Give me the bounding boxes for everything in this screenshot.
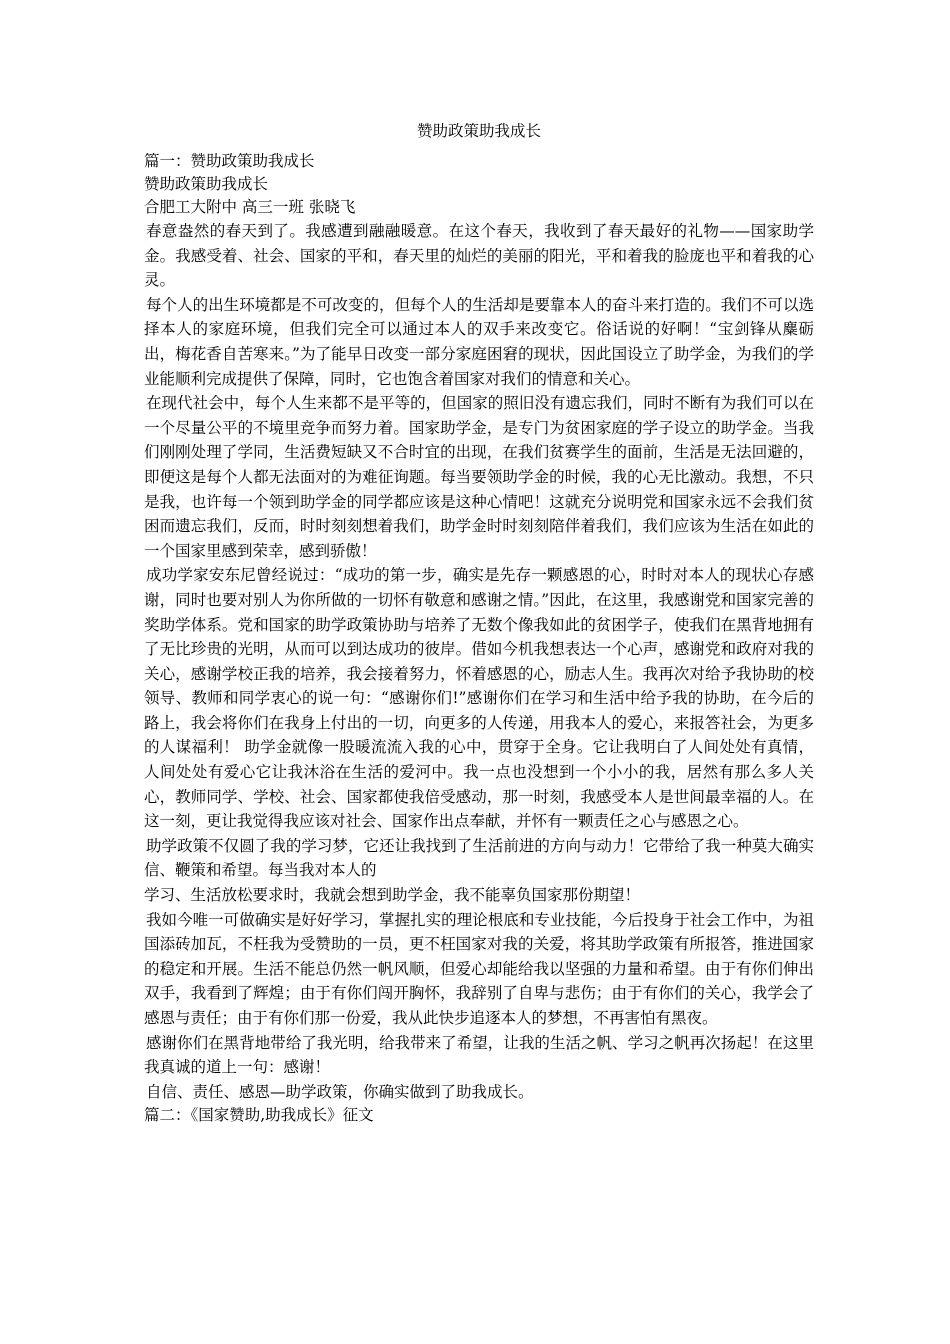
paragraph-4: 成功学家安东尼曾经说过：“成功的第一步，确实是先存一颗感恩的心，时时对本人的现状心存感谢，同时也要对别人为你所做的一切怀有敬意和感谢之情。”因此，在这里，我感谢党和国家完善的奖助学体系。党和国家的助学政策协助与培养了无数个像我如此的贫困学子，使我们在黑背地拥有了无比珍贵的光明，从而可以到达成功的彼岸。借如今机我想表达一个心声，感谢党和政府对我的关心，感谢学校正我的培养，我会接着努力，怀着感恩的心，励志人生。我再次对给予我协助的校领导、教师和同学衷心的说一句：“感谢你们!”感谢你们在学习和生活中给予我的协助，在今后的路上，我会将你们在我身上付出的一切，向更多的人传递，用我本人的爱心，来报答社会，为更多的人谋福利！ 助学金就像一股暖流流入我的心中，贯穿于全身。它让我明白了人间处处有真情，人间处处有爱心它让我沐浴在生活的爱河中。我一点也没想到一个小小的我，居然有那么多人关心，教师同学、学校、社会、国家都使我倍受感动，那一时刻，我感受本人是世间最幸福的人。在这一刻，更让我觉得我应该对社会、国家作出点奉献，并怀有一颗责任之心与感恩之心。 — [144, 566, 814, 831]
paragraph-6: 学习、生活放松要求时，我就会想到助学金，我不能辜负国家那份期望！ — [144, 886, 641, 905]
document-page — [144, 120, 814, 1127]
document-title: 赞助政策助我成长 — [416, 122, 541, 140]
paragraph-2: 每个人的出生环境都是不可改变的，但每个人的生活却是要靠本人的奋斗来打造的。我们不可以选择本人的家庭环境，但我们完全可以通过本人的双手来改变它。俗话说的好啊！“宝剑锋从麋砺出，梅花香自苦寒来。”为了能早日改变一部分家庭困窘的现状，因此国设立了助学金，为我们的学业能顺利完成提供了保障，同时，它也饱含着国家对我们的情意和关心。 — [144, 295, 814, 388]
paragraph-8: 感谢你们在黑背地带给了我光明，给我带来了希望，让我的生活之帆、学习之帆再次扬起！在这里我真诚的道上一句：感谢！ — [144, 1033, 814, 1077]
section-heading-1: 篇一：赞助政策助我成长 — [144, 152, 315, 170]
paragraph-1: 春意盎然的春天到了。我感遭到融融暖意。在这个春天，我收到了春天最好的礼物——国家助学金。我感受着、社会、国家的平和，春天里的灿烂的美丽的阳光，平和着我的脸庞也平和着我的心灵。 — [144, 222, 814, 290]
paragraph-5: 助学政策不仅圆了我的学习梦，它还让我找到了生活前进的方向与动力！它带给了我一种莫大确实信、鞭策和希望。每当我对本人的 — [144, 836, 814, 880]
paragraph-7: 我如今唯一可做确实是好好学习，掌握扎实的理论根底和专业技能，今后投身于社会工作中，为祖国添砖加瓦，不枉我为受赞助的一员，更不枉国家对我的关爱，将其助学政策有所报答，推进国家的稳定和开展。生活不能总仍然一帆风顺，但爱心却能给我以坚强的力量和希望。由于有你们伸出双手，我看到了辉煌；由于有你们闯开胸怀，我辞别了自卑与悲伤；由于有你们的关心，我学会了感恩与责任；由于有你们那一份爱，我从此快步追逐本人的梦想，不再害怕有黑夜。 — [144, 910, 814, 1027]
author-line: 合肥工大附中 高三一班 张晓飞 — [144, 198, 356, 216]
paragraph-9: 自信、责任、感恩—助学政策，你确实做到了助我成长。 — [146, 1082, 534, 1101]
section-heading-2: 篇二：《国家赞助,助我成长》征文 — [144, 1106, 374, 1125]
paragraph-3: 在现代社会中，每个人生来都不是平等的，但国家的照旧没有遗忘我们，同时不断有为我们可以在一个尽量公平的不境里竞争而努力着。国家助学金，是专门为贫困家庭的学子设立的助学金。当我们刚刚处理了学同，生活费短缺又不合时宜的出现，在我们贫赛学生的面前，生活是无法回避的，即便这是每个人都无法面对的为难征询题。每当要领助学金的时候，我的心无比激动。我想，不只是我，也许每一个领到助学金的同学都应该是这种心情吧！这就充分说明党和国家永远不会我们贫困而遗忘我们，反而，时时刻刻想着我们，助学金时时刻刻陪伴着我们，我们应该为生活在如此的一个国家里感到荣幸，感到骄傲！ — [144, 394, 814, 560]
article-title: 赞助政策助我成长 — [144, 175, 269, 193]
